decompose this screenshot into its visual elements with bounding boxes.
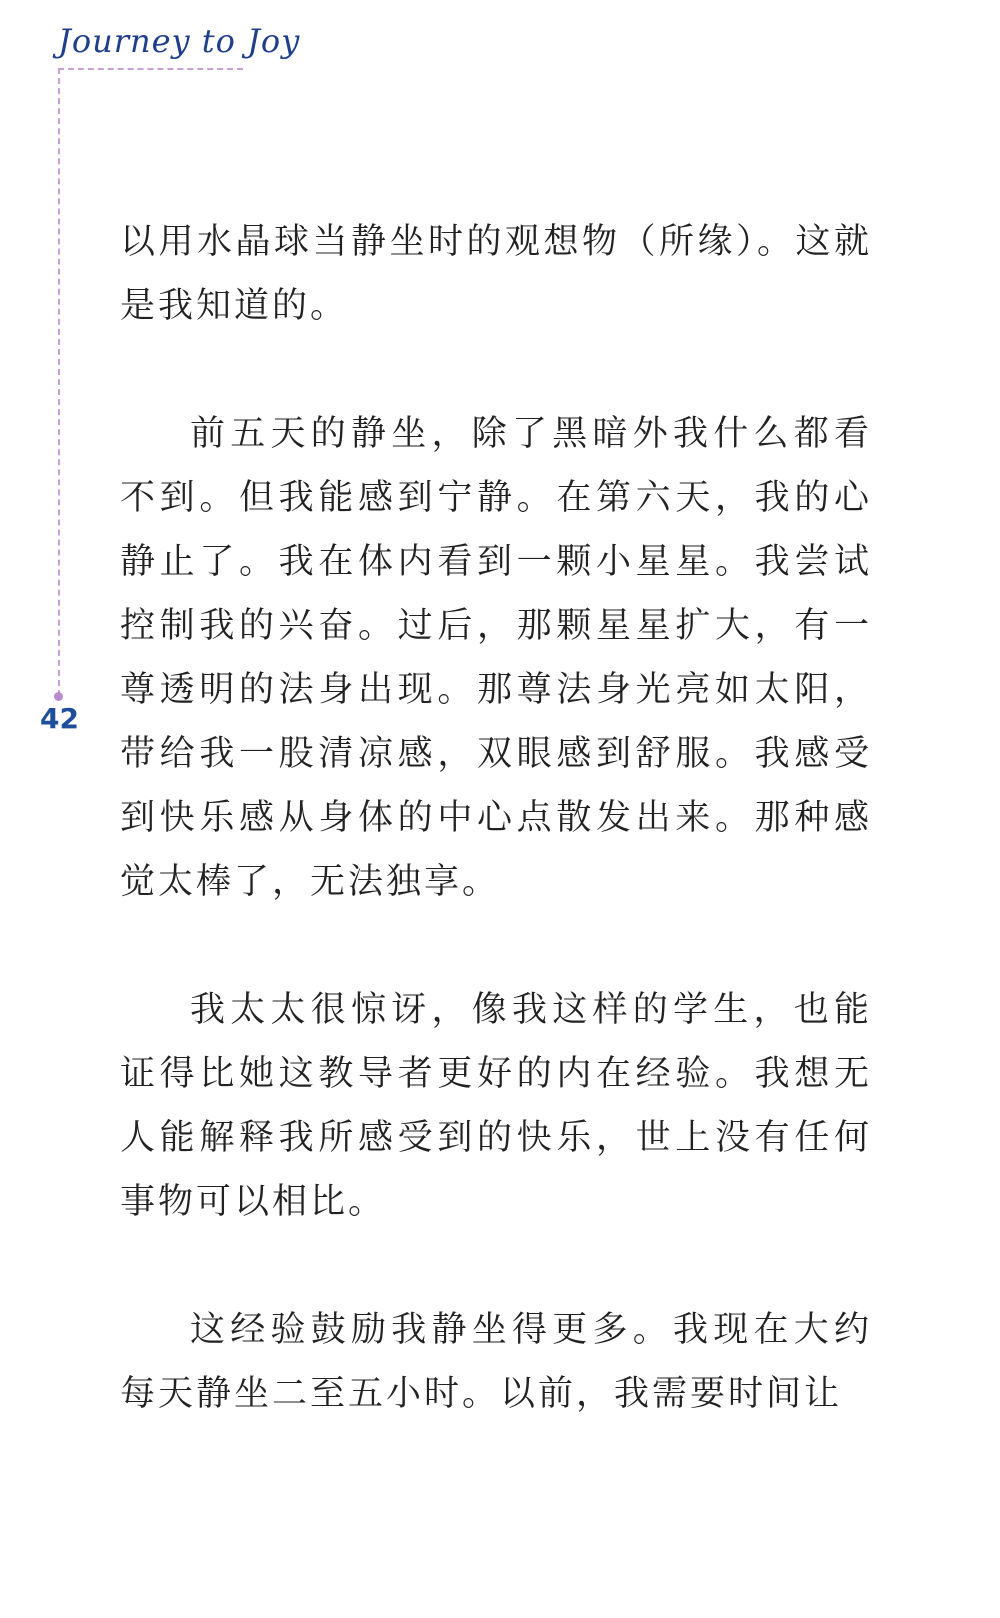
margin-rule-dot [54, 692, 63, 701]
paragraph-4: 这经验鼓励我静坐得更多。我现在大约每天静坐二至五小时。以前，我需要时间让 [120, 1310, 872, 1414]
running-header-title: Journey to Joy [58, 22, 301, 60]
page-number: 42 [40, 702, 79, 735]
paragraph-1: 以用水晶球当静坐时的观想物（所缘）。这就是我知道的。 [120, 222, 872, 326]
body-text [120, 210, 872, 1426]
paragraph-3: 我太太很惊讶，像我这样的学生，也能证得比她这教导者更好的内在经验。我想无人能解释我所感受到的快乐，世上没有任何事物可以相比。 [120, 990, 872, 1222]
margin-dashed-rule [58, 68, 60, 696]
header-dashed-rule [58, 68, 243, 70]
paragraph-2: 前五天的静坐，除了黑暗外我什么都看不到。但我能感到宁静。在第六天，我的心静止了。我在体内看到一颗小星星。我尝试控制我的兴奋。过后，那颗星星扩大，有一尊透明的法身出现。那尊法身光亮如太阳，带给我一股清凉感，双眼感到舒服。我感受到快乐感从身体的中心点散发出来。那种感觉太棒了，无法独享。 [120, 414, 872, 902]
